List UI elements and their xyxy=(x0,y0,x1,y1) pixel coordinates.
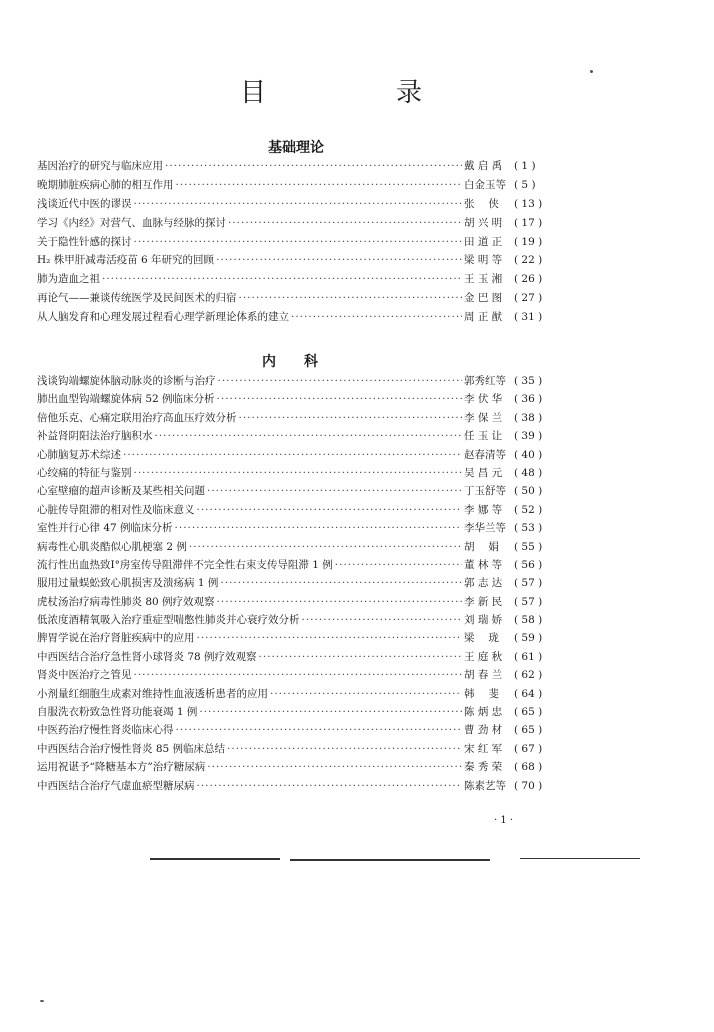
toc-entry-page: ( 26 ) xyxy=(514,273,543,286)
toc-entry-title: 肺出血型钩端螺旋体病 52 例临床分析 xyxy=(37,393,215,406)
toc-leader-dots xyxy=(207,761,462,774)
toc-leader-dots xyxy=(165,160,462,173)
toc-entry-page: ( 38 ) xyxy=(514,411,543,424)
toc-entry-page: ( 64 ) xyxy=(514,687,543,700)
toc-leader-dots xyxy=(197,632,463,645)
toc-entry-page: ( 27 ) xyxy=(514,292,543,305)
toc-leader-dots xyxy=(134,467,463,480)
toc-leader-dots xyxy=(102,273,462,286)
toc-entry xyxy=(37,217,552,236)
toc-entry xyxy=(37,632,552,650)
toc-leader-dots xyxy=(197,504,463,517)
toc-entry-title: 学习《内经》对营气、血脉与经脉的探讨 xyxy=(37,216,226,229)
toc-entry-page: ( 52 ) xyxy=(514,503,543,516)
toc-entry xyxy=(37,273,552,292)
toc-entry-title: 肾炎中医治疗之管见 xyxy=(37,669,132,682)
toc-entry xyxy=(37,651,552,669)
toc-entry-title: 病毒性心肌炎酷似心肌梗塞 2 例 xyxy=(37,540,187,553)
toc-entry xyxy=(37,541,552,559)
toc-entry-page: ( 56 ) xyxy=(514,558,543,571)
toc-entry-author: 韩 斐 xyxy=(464,687,499,700)
toc-entry-page: ( 57 ) xyxy=(514,577,543,590)
toc-leader-dots xyxy=(134,198,463,211)
toc-leader-dots xyxy=(302,614,463,627)
section-heading-internal-medicine: 内 科 xyxy=(262,354,318,370)
scan-artifact-line xyxy=(290,859,490,861)
toc-entry-page: ( 70 ) xyxy=(514,779,543,792)
toc-leader-dots xyxy=(175,522,462,535)
toc-leader-dots xyxy=(155,430,463,443)
scan-artifact-line xyxy=(520,858,640,859)
toc-entry xyxy=(37,485,552,503)
toc-entry-author: 周 正 猷 xyxy=(464,311,503,324)
toc-entry-page: ( 65 ) xyxy=(514,724,543,737)
toc-entry-title: 晚期肺脏疾病心肺的相互作用 xyxy=(37,178,174,191)
toc-entry-title: 流行性出血热致Ⅰ°房室传导阻滞伴不完全性右束支传导阻滞 1 例 xyxy=(37,558,333,571)
toc-leader-dots xyxy=(197,780,463,793)
toc-entry-page: ( 1 ) xyxy=(514,160,536,172)
toc-entry-author: 赵春清等 xyxy=(464,448,506,461)
toc-entry xyxy=(37,179,552,198)
toc-entry xyxy=(37,724,552,742)
toc-entry-title: 心肺脑复苏术综述 xyxy=(37,448,121,461)
toc-entry-author: 陈素艺等 xyxy=(464,779,506,792)
toc-entry-author: 刘 瑞 娇 xyxy=(464,614,503,627)
toc-entry-title: 基因治疗的研究与临床应用 xyxy=(37,160,163,172)
toc-leader-dots xyxy=(239,412,463,425)
toc-entry xyxy=(37,160,552,179)
toc-entry-author: 郭秀红等 xyxy=(464,375,506,387)
section-heading-basic-theory: 基础理论 xyxy=(268,140,324,156)
toc-entry-title: 中西医结合治疗慢性肾炎 85 例临床总结 xyxy=(37,742,226,755)
toc-entry-page: ( 35 ) xyxy=(514,375,543,387)
toc-leader-dots xyxy=(259,651,462,664)
toc-entry-page: ( 61 ) xyxy=(514,650,543,663)
toc-entry-author: 秦 秀 荣 xyxy=(464,761,503,774)
scan-dust xyxy=(590,70,593,73)
toc-entry-author: 李华兰等 xyxy=(464,522,506,535)
toc-entry-title: 心脏传导阻滞的相对性及临床意义 xyxy=(37,503,195,516)
toc-entry xyxy=(37,596,552,614)
toc-entry-author: 白金玉等 xyxy=(464,178,506,191)
toc-entry-title: 再论气——兼谈传统医学及民间医术的归宿 xyxy=(37,292,237,305)
toc-entry-author: 王 玉 湘 xyxy=(464,273,503,286)
toc-entry xyxy=(37,412,552,430)
toc-entry xyxy=(37,449,552,467)
toc-entry-author: 梁 明 等 xyxy=(464,254,503,267)
toc-entry-title: 浅谈近代中医的谬误 xyxy=(37,197,132,210)
toc-entry-author: 吴 昌 元 xyxy=(464,466,503,479)
toc-entry-author: 李 伏 华 xyxy=(464,393,503,406)
toc-entry xyxy=(37,430,552,448)
toc-entry xyxy=(37,292,552,311)
toc-entry xyxy=(37,761,552,779)
toc-entry-title: 脾胃学说在治疗肾脏疾病中的应用 xyxy=(37,632,195,645)
toc-entry xyxy=(37,467,552,485)
toc-entry xyxy=(37,198,552,217)
toc-entry-author: 胡 春 兰 xyxy=(464,669,503,682)
toc-entry-title: 肺为造血之祖 xyxy=(37,273,100,286)
toc-entry xyxy=(37,577,552,595)
toc-entry xyxy=(37,669,552,687)
toc-leader-dots xyxy=(216,254,462,267)
toc-entry-author: 田 道 正 xyxy=(464,235,503,248)
toc-entry-title: 中西医结合治疗气虚血瘀型糖尿病 xyxy=(37,779,195,792)
toc-entry-author: 梁 珑 xyxy=(464,632,499,645)
toc-entry-page: ( 59 ) xyxy=(514,632,543,645)
toc-entry xyxy=(37,393,552,411)
toc-entry-page: ( 68 ) xyxy=(514,761,543,774)
toc-entry-title: 中医药治疗慢性肾炎临床心得 xyxy=(37,724,174,737)
toc-entry-title: 低浓度酒精氧吸入治疗重症型喘憋性肺炎并心衰疗效分析 xyxy=(37,614,300,627)
toc-entry xyxy=(37,311,552,330)
toc-leader-dots xyxy=(270,688,462,701)
toc-entry-author: 董 林 等 xyxy=(464,558,503,571)
toc-entry-page: ( 19 ) xyxy=(514,235,543,248)
toc-entry-title: 补益肾阴阳法治疗脑积水 xyxy=(37,430,153,443)
scan-dust xyxy=(40,1000,44,1002)
toc-entry-author: 丁玉舒等 xyxy=(464,485,506,498)
toc-entry-author: 李 新 民 xyxy=(464,595,503,608)
toc-leader-dots xyxy=(134,236,463,249)
toc-entry-title: 虎杖汤治疗病毒性肺炎 80 例疗效观察 xyxy=(37,595,215,608)
toc-entry-title: 倍他乐克、心痛定联用治疗高血压疗效分析 xyxy=(37,411,237,424)
toc-leader-dots xyxy=(335,559,462,572)
toc-leader-dots xyxy=(199,706,462,719)
toc-entry-author: 戴 启 禹 xyxy=(464,160,503,172)
toc-entry xyxy=(37,504,552,522)
toc-entry-title: 自服洗衣粉致急性肾功能衰竭 1 例 xyxy=(37,706,198,719)
toc-entry-title: 关于隐性针感的探讨 xyxy=(37,235,132,248)
toc-entry-page: ( 55 ) xyxy=(514,540,543,553)
toc-entry-author: 郭 志 达 xyxy=(464,577,503,590)
toc-leader-dots xyxy=(217,596,462,609)
toc-entry-author: 张 侠 xyxy=(464,197,499,210)
toc-entry-page: ( 65 ) xyxy=(514,706,543,719)
toc-entry-title: 中西医结合治疗急性肾小球肾炎 78 例疗效观察 xyxy=(37,650,257,663)
toc-entry xyxy=(37,688,552,706)
toc-entry-page: ( 50 ) xyxy=(514,485,543,498)
toc-entry-page: ( 58 ) xyxy=(514,614,543,627)
toc-entry xyxy=(37,743,552,761)
toc-leader-dots xyxy=(239,292,463,305)
toc-entry-title: 室性并行心律 47 例临床分析 xyxy=(37,522,173,535)
footer-page-number: · 1 · xyxy=(494,815,514,826)
toc-entry-author: 胡 兴 明 xyxy=(464,216,503,229)
toc-entry xyxy=(37,559,552,577)
toc-leader-dots xyxy=(227,743,462,756)
toc-entry-title: 服用过量蜈蚣致心肌损害及溃疡病 1 例 xyxy=(37,577,219,590)
toc-entry xyxy=(37,614,552,632)
toc-entry-page: ( 13 ) xyxy=(514,197,543,210)
toc-entry-title: 浅谈钩端螺旋体脑动脉炎的诊断与治疗 xyxy=(37,375,216,387)
toc-entry-title: H₂ 株甲肝减毒活疫苗 6 年研究的回顾 xyxy=(37,254,215,267)
toc-entry-page: ( 17 ) xyxy=(514,216,543,229)
toc-entry-page: ( 40 ) xyxy=(514,448,543,461)
toc-entry-title: 从人脑发育和心理发展过程看心理学新理论体系的建立 xyxy=(37,311,289,324)
toc-leader-dots xyxy=(228,217,462,230)
toc-entry-author: 金 巴 图 xyxy=(464,292,503,305)
toc-leader-dots xyxy=(123,449,462,462)
toc-leader-dots xyxy=(134,669,463,682)
toc-entry-author: 曹 劲 材 xyxy=(464,724,503,737)
page-title: 目 录 xyxy=(240,78,475,108)
toc-entry-title: 运用祝谌予“降糖基本方”治疗糖尿病 xyxy=(37,761,206,774)
toc-entry-author: 宋 红 军 xyxy=(464,742,503,755)
toc-entry-page: ( 62 ) xyxy=(514,669,543,682)
toc-entry-page: ( 22 ) xyxy=(514,254,543,267)
toc-leader-dots xyxy=(217,393,462,406)
toc-entry-page: ( 31 ) xyxy=(514,311,543,324)
toc-entry-author: 王 庭 秋 xyxy=(464,650,503,663)
toc-entry-author: 李 保 兰 xyxy=(464,411,503,424)
toc-list-basic-theory xyxy=(37,160,552,330)
scan-artifact-line xyxy=(150,858,280,860)
toc-entry-author: 李 娜 等 xyxy=(464,503,503,516)
toc-entry-page: ( 67 ) xyxy=(514,742,543,755)
toc-list-internal-medicine xyxy=(37,375,552,798)
toc-entry-title: 心绞痛的特征与鉴别 xyxy=(37,466,132,479)
toc-entry xyxy=(37,780,552,798)
toc-entry-title: 心室壁瘤的超声诊断及某些相关问题 xyxy=(37,485,205,498)
toc-entry xyxy=(37,375,552,393)
toc-entry-author: 陈 炳 忠 xyxy=(464,706,503,719)
toc-leader-dots xyxy=(220,577,462,590)
toc-leader-dots xyxy=(218,375,463,388)
toc-entry xyxy=(37,254,552,273)
toc-leader-dots xyxy=(176,179,463,192)
toc-entry-page: ( 57 ) xyxy=(514,595,543,608)
toc-entry-page: ( 48 ) xyxy=(514,466,543,479)
toc-leader-dots xyxy=(189,541,462,554)
toc-entry-author: 胡 娟 xyxy=(464,540,499,553)
toc-entry-page: ( 36 ) xyxy=(514,393,543,406)
toc-entry-author: 任 玉 让 xyxy=(464,430,503,443)
toc-entry-page: ( 53 ) xyxy=(514,522,543,535)
toc-entry-title: 小剂量红细胞生成素对维持性血液透析患者的应用 xyxy=(37,687,268,700)
toc-leader-dots xyxy=(291,311,462,324)
toc-leader-dots xyxy=(176,724,463,737)
toc-entry xyxy=(37,522,552,540)
toc-leader-dots xyxy=(207,485,462,498)
toc-entry xyxy=(37,706,552,724)
toc-entry-page: ( 5 ) xyxy=(514,178,536,191)
toc-entry-page: ( 39 ) xyxy=(514,430,543,443)
toc-entry xyxy=(37,236,552,255)
